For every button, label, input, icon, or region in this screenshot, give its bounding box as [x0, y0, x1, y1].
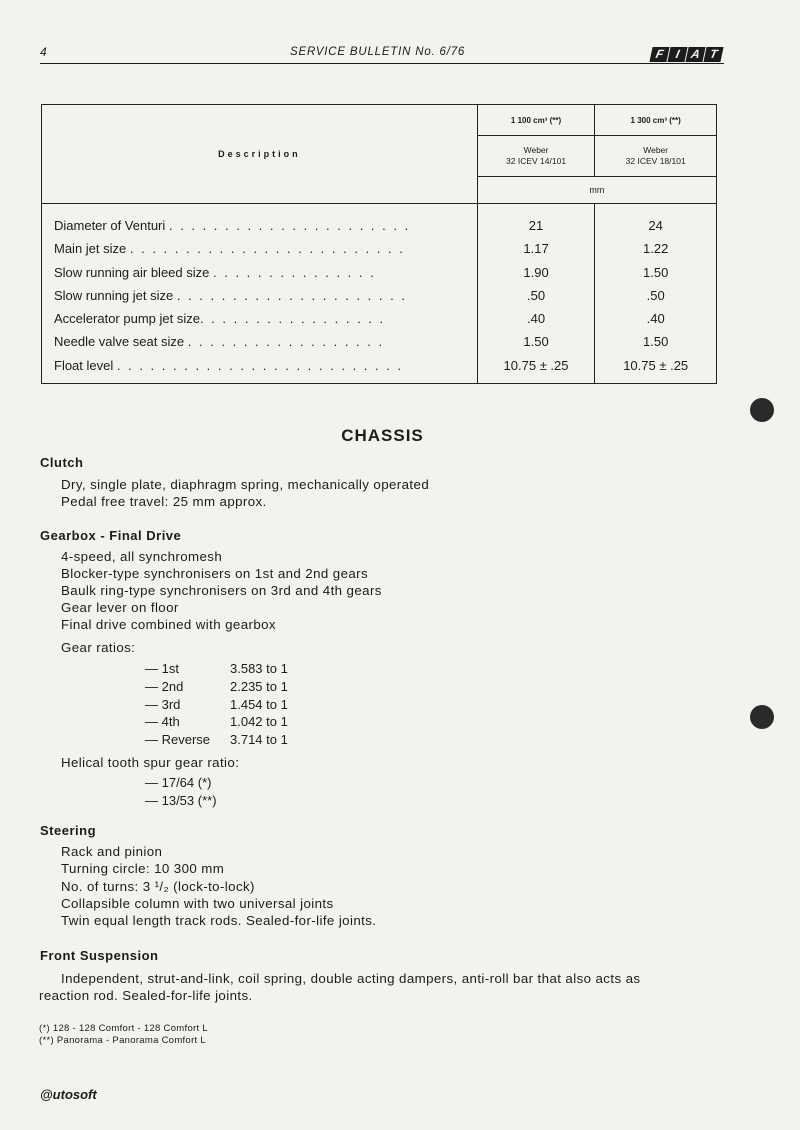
helical-label: Helical tooth spur gear ratio: — [61, 755, 240, 770]
col-1100-values — [477, 204, 595, 384]
footnote: (*) 128 - 128 Comfort - 128 Comfort L — [39, 1023, 208, 1034]
table-row-label: Slow running air bleed size . . . . . . . . . . . . . . . — [54, 264, 376, 280]
gearbox-line: Baulk ring-type synchronisers on 3rd and 4th gears — [61, 583, 382, 598]
table-row-label: Diameter of Venturi . . . . . . . . . . . . . . . . . . . . . . — [54, 218, 411, 233]
footnote: (**) Panorama - Panorama Comfort L — [39, 1035, 207, 1046]
table-cell: 1.50 — [643, 264, 669, 280]
gear-ratio: 2.235 to 1 — [230, 679, 288, 694]
chassis-title: CHASSIS — [341, 426, 424, 445]
table-cell: 1.90 — [523, 264, 549, 280]
steering-line: Turning circle: 10 300 mm — [61, 861, 225, 876]
page-number: 4 — [40, 45, 47, 59]
gear-ratios-label: Gear ratios: — [61, 640, 136, 655]
logo-letter: A — [685, 47, 705, 62]
suspension-line: Independent, strut-and-link, coil spring, double acting dampers, anti-roll bar that also acts as — [61, 971, 641, 986]
unit-label: mm — [477, 177, 716, 204]
table-cell: 24 — [648, 218, 663, 233]
table-row-label: Main jet size . . . . . . . . . . . . . . . . . . . . . . . . . — [54, 241, 405, 257]
brand-mark: @utosoft — [40, 1087, 97, 1102]
punch-hole — [750, 398, 774, 422]
steering-heading: Steering — [40, 823, 97, 838]
col-1300-values — [595, 204, 717, 384]
punch-hole — [750, 705, 774, 729]
clutch-heading: Clutch — [40, 455, 84, 470]
row-labels — [42, 204, 478, 384]
gear-name: — 2nd — [145, 679, 184, 694]
table-cell: .50 — [527, 287, 546, 303]
header-rule — [40, 63, 724, 64]
carb-model: 32 ICEV 14/101 — [506, 156, 567, 166]
table-cell: .40 — [527, 311, 546, 327]
carburettor-spec-table — [41, 104, 717, 384]
table-cell: 10.75 ± .25 — [623, 357, 689, 373]
table-cell: 21 — [528, 218, 544, 233]
fiat-logo — [651, 47, 722, 62]
table-row-label: Float level . . . . . . . . . . . . . . . . . . . . . . . . . . — [54, 357, 404, 373]
table-cell: 1.50 — [523, 334, 549, 350]
col-1100-header: 1 100 cm³ (**) — [477, 105, 595, 136]
table-cell: 1.22 — [643, 241, 669, 257]
gear-ratio: 3.714 to 1 — [230, 732, 288, 747]
table-cell: .50 — [646, 287, 665, 303]
clutch-line: Dry, single plate, diaphragm spring, mechanically operated — [61, 477, 430, 492]
steering-line: Rack and pinion — [61, 844, 163, 859]
steering-line: Collapsible column with two universal joints — [61, 896, 334, 911]
logo-letter: F — [649, 47, 669, 62]
gearbox-line: Blocker-type synchronisers on 1st and 2nd gears — [61, 566, 369, 581]
gear-name: — 3rd — [145, 697, 181, 712]
suspension-line: reaction rod. Sealed-for-life joints. — [39, 988, 253, 1003]
gearbox-line: Final drive combined with gearbox — [61, 617, 276, 632]
table-cell: .40 — [646, 311, 665, 327]
carb-make: Weber — [643, 145, 669, 155]
table-cell: 1.17 — [523, 241, 549, 257]
gearbox-line: 4-speed, all synchromesh — [61, 549, 223, 564]
carb-model: 32 ICEV 18/101 — [625, 156, 686, 166]
front-suspension-heading: Front Suspension — [40, 948, 159, 963]
gear-name: — 1st — [145, 661, 179, 676]
clutch-line: Pedal free travel: 25 mm approx. — [61, 494, 267, 509]
table-row-label: Slow running jet size . . . . . . . . . . . . . . . . . . . . . — [54, 287, 407, 303]
gearbox-heading: Gearbox - Final Drive — [40, 528, 182, 543]
table-row-label: Accelerator pump jet size. . . . . . . . . . . . . . . . . — [54, 311, 386, 327]
bulletin-title: SERVICE BULLETIN No. 6/76 — [290, 46, 466, 58]
col-1100-carb — [477, 136, 595, 177]
steering-line: Twin equal length track rods. Sealed-for-life joints. — [61, 913, 377, 928]
table-cell: 1.50 — [643, 334, 669, 350]
col-1300-carb — [595, 136, 717, 177]
gear-name: — 4th — [145, 714, 180, 729]
logo-letter: T — [703, 47, 723, 62]
table-cell: 10.75 ± .25 — [503, 357, 569, 373]
gearbox-line: Gear lever on floor — [61, 600, 179, 615]
helical-ratio: — 17/64 (*) — [145, 775, 212, 790]
gear-ratio: 1.042 to 1 — [230, 714, 288, 729]
gear-ratio: 1.454 to 1 — [230, 697, 288, 712]
col-1300-header: 1 300 cm³ (**) — [595, 105, 717, 136]
gear-ratio: 3.583 to 1 — [230, 661, 288, 676]
helical-ratio: — 13/53 (**) — [145, 793, 217, 808]
steering-line: No. of turns: 3 ¹/₂ (lock-to-lock) — [61, 879, 255, 894]
carb-make: Weber — [523, 145, 549, 155]
logo-letter: I — [667, 47, 687, 62]
description-header: Description — [42, 105, 478, 204]
table-row-label: Needle valve seat size . . . . . . . . . . . . . . . . . . — [54, 334, 385, 350]
gear-name: — Reverse — [145, 732, 211, 747]
